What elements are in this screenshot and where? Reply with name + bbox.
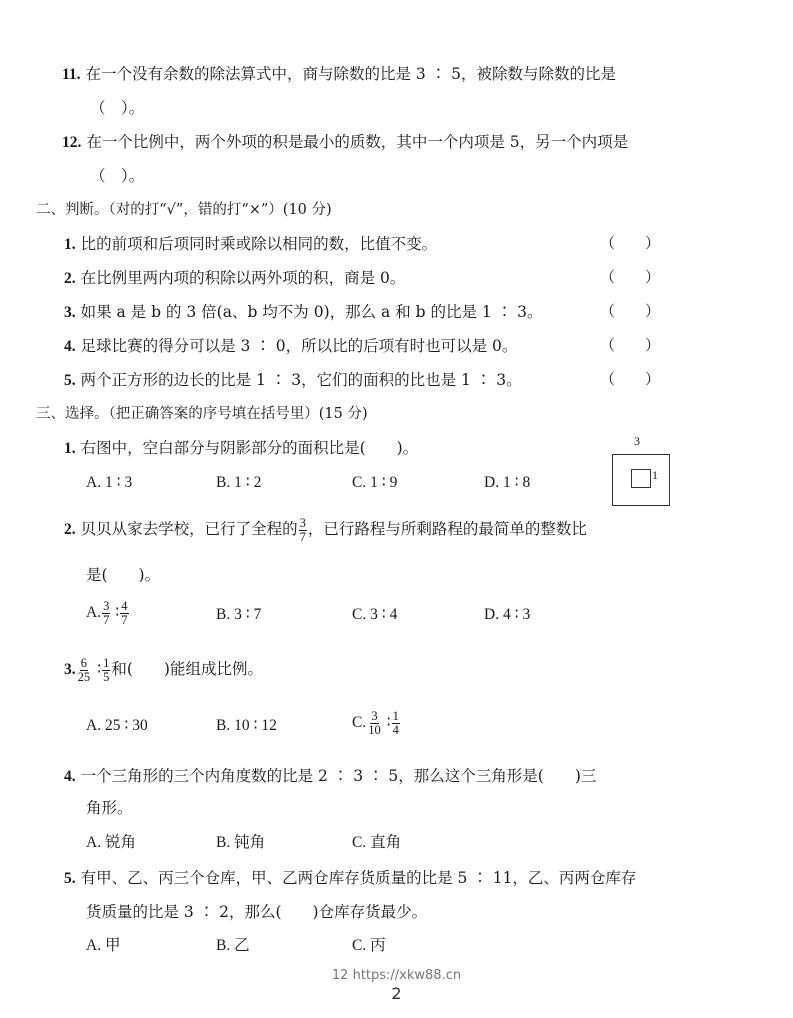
fraction-denominator: 4 bbox=[392, 722, 399, 737]
answer-bracket: （ ） bbox=[600, 370, 661, 388]
fraction bbox=[367, 710, 382, 737]
option-c: C. 丙 bbox=[352, 937, 386, 954]
ratio-sign: ∶ bbox=[386, 714, 391, 731]
option-c bbox=[352, 708, 401, 738]
item-text: 在比例里两内项的积除以两外项的积，商是 0。 bbox=[80, 269, 406, 287]
answer-blank: （ ）。 bbox=[90, 167, 145, 185]
fraction-numerator: 4 bbox=[121, 598, 128, 613]
item-number: 1. bbox=[64, 236, 76, 253]
fraction-numerator: 3 bbox=[371, 708, 378, 723]
question-number: 5. bbox=[64, 870, 76, 887]
option-a: A. 25 ∶ 30 bbox=[86, 717, 148, 734]
fraction bbox=[77, 657, 92, 684]
question-text: 贝贝从家去学校，已行了全程的 bbox=[80, 520, 298, 538]
item-number: 4. bbox=[64, 338, 76, 355]
ratio-sign: ∶ bbox=[97, 660, 102, 678]
fraction bbox=[299, 517, 307, 544]
question-text: 右图中，空白部分与阴影部分的面积比是( )。 bbox=[80, 439, 419, 457]
judgement-item bbox=[64, 266, 405, 288]
question-number: 3. bbox=[64, 661, 76, 678]
figure-inner-side-label: 1 bbox=[652, 468, 658, 482]
option-c: C. 3 ∶ 4 bbox=[352, 606, 398, 623]
item-text: 足球比赛的得分可以是 3 ∶ 0，所以比的后项有时也可以是 0。 bbox=[80, 337, 518, 355]
fraction bbox=[120, 600, 128, 627]
answer-bracket: （ ） bbox=[600, 268, 661, 286]
judgement-item bbox=[64, 300, 543, 322]
option-prefix: A. bbox=[86, 604, 102, 621]
choice-question-5 bbox=[64, 866, 636, 888]
question-text: ，已行路程与所剩路程的最简单的整数比 bbox=[307, 520, 587, 538]
choice-question-1 bbox=[64, 436, 418, 458]
item-text: 比的前项和后项同时乘或除以相同的数，比值不变。 bbox=[80, 235, 438, 253]
fraction-denominator: 7 bbox=[103, 612, 110, 627]
choice-question-2 bbox=[64, 514, 587, 545]
question-text: 在一个没有余数的除法算式中，商与除数的比是 3 ∶ 5，被除数与除数的比是 bbox=[85, 65, 616, 83]
item-text: 如果 a 是 b 的 3 倍(a、b 均不为 0)，那么 a 和 b 的比是 1 ∶ 3。 bbox=[80, 303, 543, 321]
fraction bbox=[102, 600, 110, 627]
fraction-numerator: 3 bbox=[299, 515, 306, 530]
fraction-numerator: 1 bbox=[103, 655, 110, 670]
question-text: 有甲、乙、丙三个仓库，甲、乙两仓库存货质量的比是 5 ∶ 11，乙、丙两仓库存 bbox=[80, 869, 637, 887]
figure-outer-side-label: 3 bbox=[634, 434, 640, 448]
option-a: A. 甲 bbox=[86, 937, 121, 954]
option-prefix: C. bbox=[352, 714, 367, 731]
fraction bbox=[102, 657, 110, 684]
judgement-item bbox=[64, 334, 517, 356]
fraction-denominator: 25 bbox=[77, 669, 91, 684]
answer-blank: （ ）。 bbox=[90, 99, 145, 117]
option-c: C. 1 ∶ 9 bbox=[352, 474, 398, 491]
option-b: B. 钝角 bbox=[216, 834, 266, 851]
section-title: 二、判断。（对的打“√”，错的打“×”）(10 分) bbox=[36, 202, 332, 218]
option-b: B. 乙 bbox=[216, 937, 250, 954]
question-number: 12. bbox=[62, 134, 82, 151]
question-number: 1. bbox=[64, 440, 76, 457]
question-text: 和( )能组成比例。 bbox=[111, 660, 263, 678]
item-number: 5. bbox=[64, 372, 76, 389]
question-line-2: 角形。 bbox=[86, 799, 133, 817]
judgement-item bbox=[64, 368, 522, 390]
question-11 bbox=[62, 62, 616, 84]
fraction-denominator: 7 bbox=[299, 529, 306, 544]
ratio-sign: ∶ bbox=[115, 604, 120, 621]
answer-bracket: （ ） bbox=[600, 336, 661, 354]
answer-bracket: （ ） bbox=[600, 234, 661, 252]
item-number: 2. bbox=[64, 270, 76, 287]
option-a: A. 锐角 bbox=[86, 834, 136, 851]
question-number: 4. bbox=[64, 768, 76, 785]
watermark: 12 https://xkw88.cn bbox=[331, 968, 462, 983]
question-text: 一个三角形的三个内角度数的比是 2 ∶ 3 ∶ 5，那么这个三角形是( )三 bbox=[80, 767, 597, 785]
fraction-denominator: 5 bbox=[103, 669, 110, 684]
judgement-item bbox=[64, 232, 437, 254]
choice-question-3 bbox=[64, 654, 263, 685]
option-b: B. 1 ∶ 2 bbox=[216, 474, 262, 491]
question-text: 在一个比例中，两个外项的积是最小的质数，其中一个内项是 5，另一个内项是 bbox=[86, 133, 629, 151]
figure-inner-square bbox=[631, 469, 651, 488]
fraction-numerator: 3 bbox=[103, 598, 110, 613]
fraction-numerator: 6 bbox=[80, 655, 87, 670]
option-b: B. 3 ∶ 7 bbox=[216, 606, 262, 623]
fraction-denominator: 7 bbox=[121, 612, 128, 627]
fraction-numerator: 1 bbox=[392, 708, 399, 723]
fraction bbox=[392, 710, 400, 737]
question-line-2: 货质量的比是 3 ∶ 2，那么( )仓库存货最少。 bbox=[86, 903, 428, 921]
question-number: 11. bbox=[62, 66, 81, 83]
question-number: 2. bbox=[64, 521, 76, 538]
option-b: B. 10 ∶ 12 bbox=[216, 717, 277, 734]
question-12 bbox=[62, 130, 628, 152]
choice-question-4 bbox=[64, 764, 596, 786]
figure-outer-square bbox=[612, 454, 670, 506]
question-line-2: 是( )。 bbox=[86, 566, 161, 584]
page-number: 2 bbox=[391, 984, 402, 1003]
option-d: D. 4 ∶ 3 bbox=[484, 606, 531, 623]
item-number: 3. bbox=[64, 304, 76, 321]
option-d: D. 1 ∶ 8 bbox=[484, 474, 531, 491]
section-title: 三、选择。（把正确答案的序号填在括号里）(15 分) bbox=[36, 406, 368, 422]
fraction-denominator: 10 bbox=[368, 722, 381, 737]
answer-bracket: （ ） bbox=[600, 302, 661, 320]
item-text: 两个正方形的边长的比是 1 ∶ 3，它们的面积的比也是 1 ∶ 3。 bbox=[80, 371, 522, 389]
option-c: C. 直角 bbox=[352, 834, 402, 851]
option-a: A. 1 ∶ 3 bbox=[86, 474, 133, 491]
option-a bbox=[86, 598, 130, 628]
